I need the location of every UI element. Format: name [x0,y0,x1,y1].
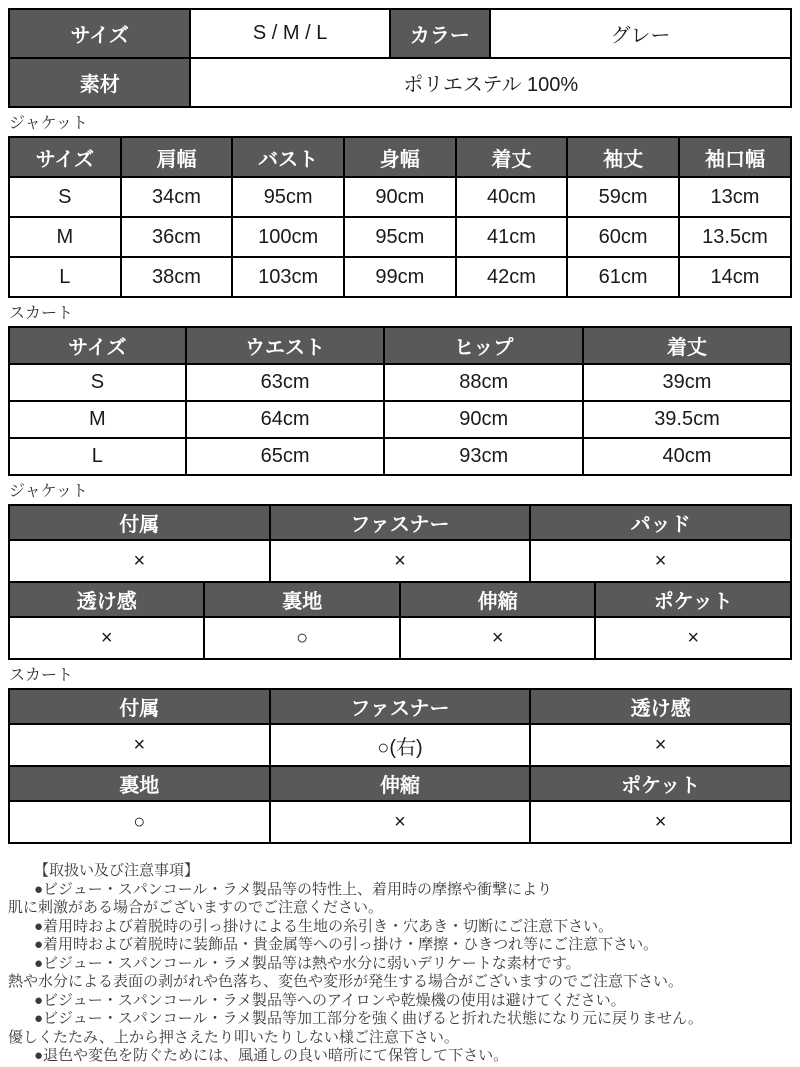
table-row [9,177,791,217]
info-material-value: ポリエステル 100% [190,58,791,107]
column-header: 肩幅 [121,137,233,177]
measure-cell: 99cm [344,257,456,297]
feature-value-row [9,540,791,582]
feature-header-row [9,766,791,801]
care-notes [8,862,792,1066]
feature-value: ○(右) [270,724,531,766]
column-header: ヒップ [384,327,583,364]
measure-cell: 88cm [384,364,583,401]
skirt-features-section-label: スカート [9,667,74,684]
measure-cell: 95cm [344,217,456,257]
table-row [9,401,791,438]
info-color-label: カラー [390,9,490,58]
table-header-row [9,137,791,177]
measure-cell: 103cm [232,257,344,297]
care-note-line: 肌に刺激がある場合がございますのでご注意ください。 [8,899,384,916]
feature-header-row [9,582,791,617]
feature-value-row [9,724,791,766]
feature-value: × [270,801,531,843]
info-material-label: 素材 [9,58,190,107]
column-header: 身幅 [344,137,456,177]
feature-value: × [9,540,270,582]
feature-header: 付属 [9,505,270,540]
measure-cell: 64cm [186,401,385,438]
info-color-value: グレー [490,9,791,58]
feature-header: 伸縮 [270,766,531,801]
measure-cell: 13cm [679,177,791,217]
measure-cell: 100cm [232,217,344,257]
feature-value-row [9,617,791,659]
measure-cell: 90cm [384,401,583,438]
care-notes-title: 【取扱い及び注意事項】 [34,862,200,879]
feature-header: 裏地 [9,766,270,801]
table-header-row [9,327,791,364]
measure-cell: 65cm [186,438,385,475]
feature-header: 伸縮 [400,582,595,617]
jacket-size-section-label: ジャケット [9,115,88,132]
feature-header: ポケット [530,766,791,801]
care-note-line: ●ビジュー・スパンコール・ラメ製品等へのアイロンや乾燥機の使用は避けてください。 [34,991,626,1009]
size-cell: S [9,364,186,401]
feature-value: × [270,540,531,582]
feature-header: パッド [530,505,791,540]
skirt-size-table [8,326,792,476]
measure-cell: 38cm [121,257,233,297]
care-note-line: 熱や水分による表面の剥がれや色落ち、変色や変形が発生する場合がございますのでご注意下さい。 [8,973,684,990]
measure-cell: 13.5cm [679,217,791,257]
measure-cell: 14cm [679,257,791,297]
feature-value: × [530,801,791,843]
column-header: 着丈 [583,327,791,364]
column-header: サイズ [9,137,121,177]
care-note-line: ●ビジュー・スパンコール・ラメ製品等の特性上、着用時の摩擦や衝撃により [34,880,553,898]
column-header: ウエスト [186,327,385,364]
feature-value: × [9,724,270,766]
table-row [9,217,791,257]
feature-value: × [595,617,791,659]
feature-header: 裏地 [204,582,399,617]
measure-cell: 39.5cm [583,401,791,438]
measure-cell: 95cm [232,177,344,217]
product-info-table [8,8,792,108]
column-header: 袖口幅 [679,137,791,177]
feature-header: ポケット [595,582,791,617]
size-cell: M [9,217,121,257]
feature-value: × [9,617,204,659]
feature-value: × [530,540,791,582]
skirt-size-section-label: スカート [9,305,74,322]
feature-header: 付属 [9,689,270,724]
jacket-features-section-label: ジャケット [9,483,88,500]
column-header: 着丈 [456,137,568,177]
feature-header-row [9,505,791,540]
measure-cell: 63cm [186,364,385,401]
skirt-features-table [8,688,792,844]
feature-header: 透け感 [530,689,791,724]
feature-value: × [400,617,595,659]
feature-header: 透け感 [9,582,204,617]
care-note-line: ●着用時および着脱時の引っ掛けによる生地の糸引き・穴あき・切断にご注意下さい。 [34,917,614,935]
feature-value: × [530,724,791,766]
info-row-size-color [9,9,791,58]
measure-cell: 61cm [567,257,679,297]
measure-cell: 93cm [384,438,583,475]
measure-cell: 59cm [567,177,679,217]
measure-cell: 90cm [344,177,456,217]
feature-value: ○ [204,617,399,659]
feature-value: ○ [9,801,270,843]
size-cell: M [9,401,186,438]
table-row [9,438,791,475]
measure-cell: 40cm [456,177,568,217]
care-note-line: ●着用時および着脱時に装飾品・貴金属等への引っ掛け・摩擦・ひきつれ等にご注意下さい。 [34,936,659,953]
column-header: 袖丈 [567,137,679,177]
size-cell: S [9,177,121,217]
jacket-features-table [8,504,792,660]
column-header: サイズ [9,327,186,364]
care-note-line: ●ビジュー・スパンコール・ラメ製品等は熱や水分に弱いデリケートな素材です。 [34,954,581,972]
info-row-material [9,58,791,107]
measure-cell: 40cm [583,438,791,475]
size-cell: L [9,438,186,475]
measure-cell: 42cm [456,257,568,297]
info-size-label: サイズ [9,9,190,58]
care-note-line: 優しくたたみ、上から押さえたり叩いたりしない様ご注意下さい。 [8,1028,459,1046]
measure-cell: 41cm [456,217,568,257]
table-row [9,257,791,297]
feature-header: ファスナー [270,505,531,540]
feature-header: ファスナー [270,689,531,724]
table-row [9,364,791,401]
measure-cell: 39cm [583,364,791,401]
jacket-size-table [8,136,792,298]
measure-cell: 60cm [567,217,679,257]
info-size-value: S / M / L [190,9,389,58]
measure-cell: 34cm [121,177,233,217]
feature-value-row [9,801,791,843]
size-cell: L [9,257,121,297]
feature-header-row [9,689,791,724]
care-note-line: ●退色や変色を防ぐためには、風通しの良い暗所にて保管して下さい。 [34,1047,509,1064]
care-note-line: ●ビジュー・スパンコール・ラメ製品等加工部分を強く曲げると折れた状態になり元に戻りません。 [34,1010,703,1027]
measure-cell: 36cm [121,217,233,257]
column-header: バスト [232,137,344,177]
